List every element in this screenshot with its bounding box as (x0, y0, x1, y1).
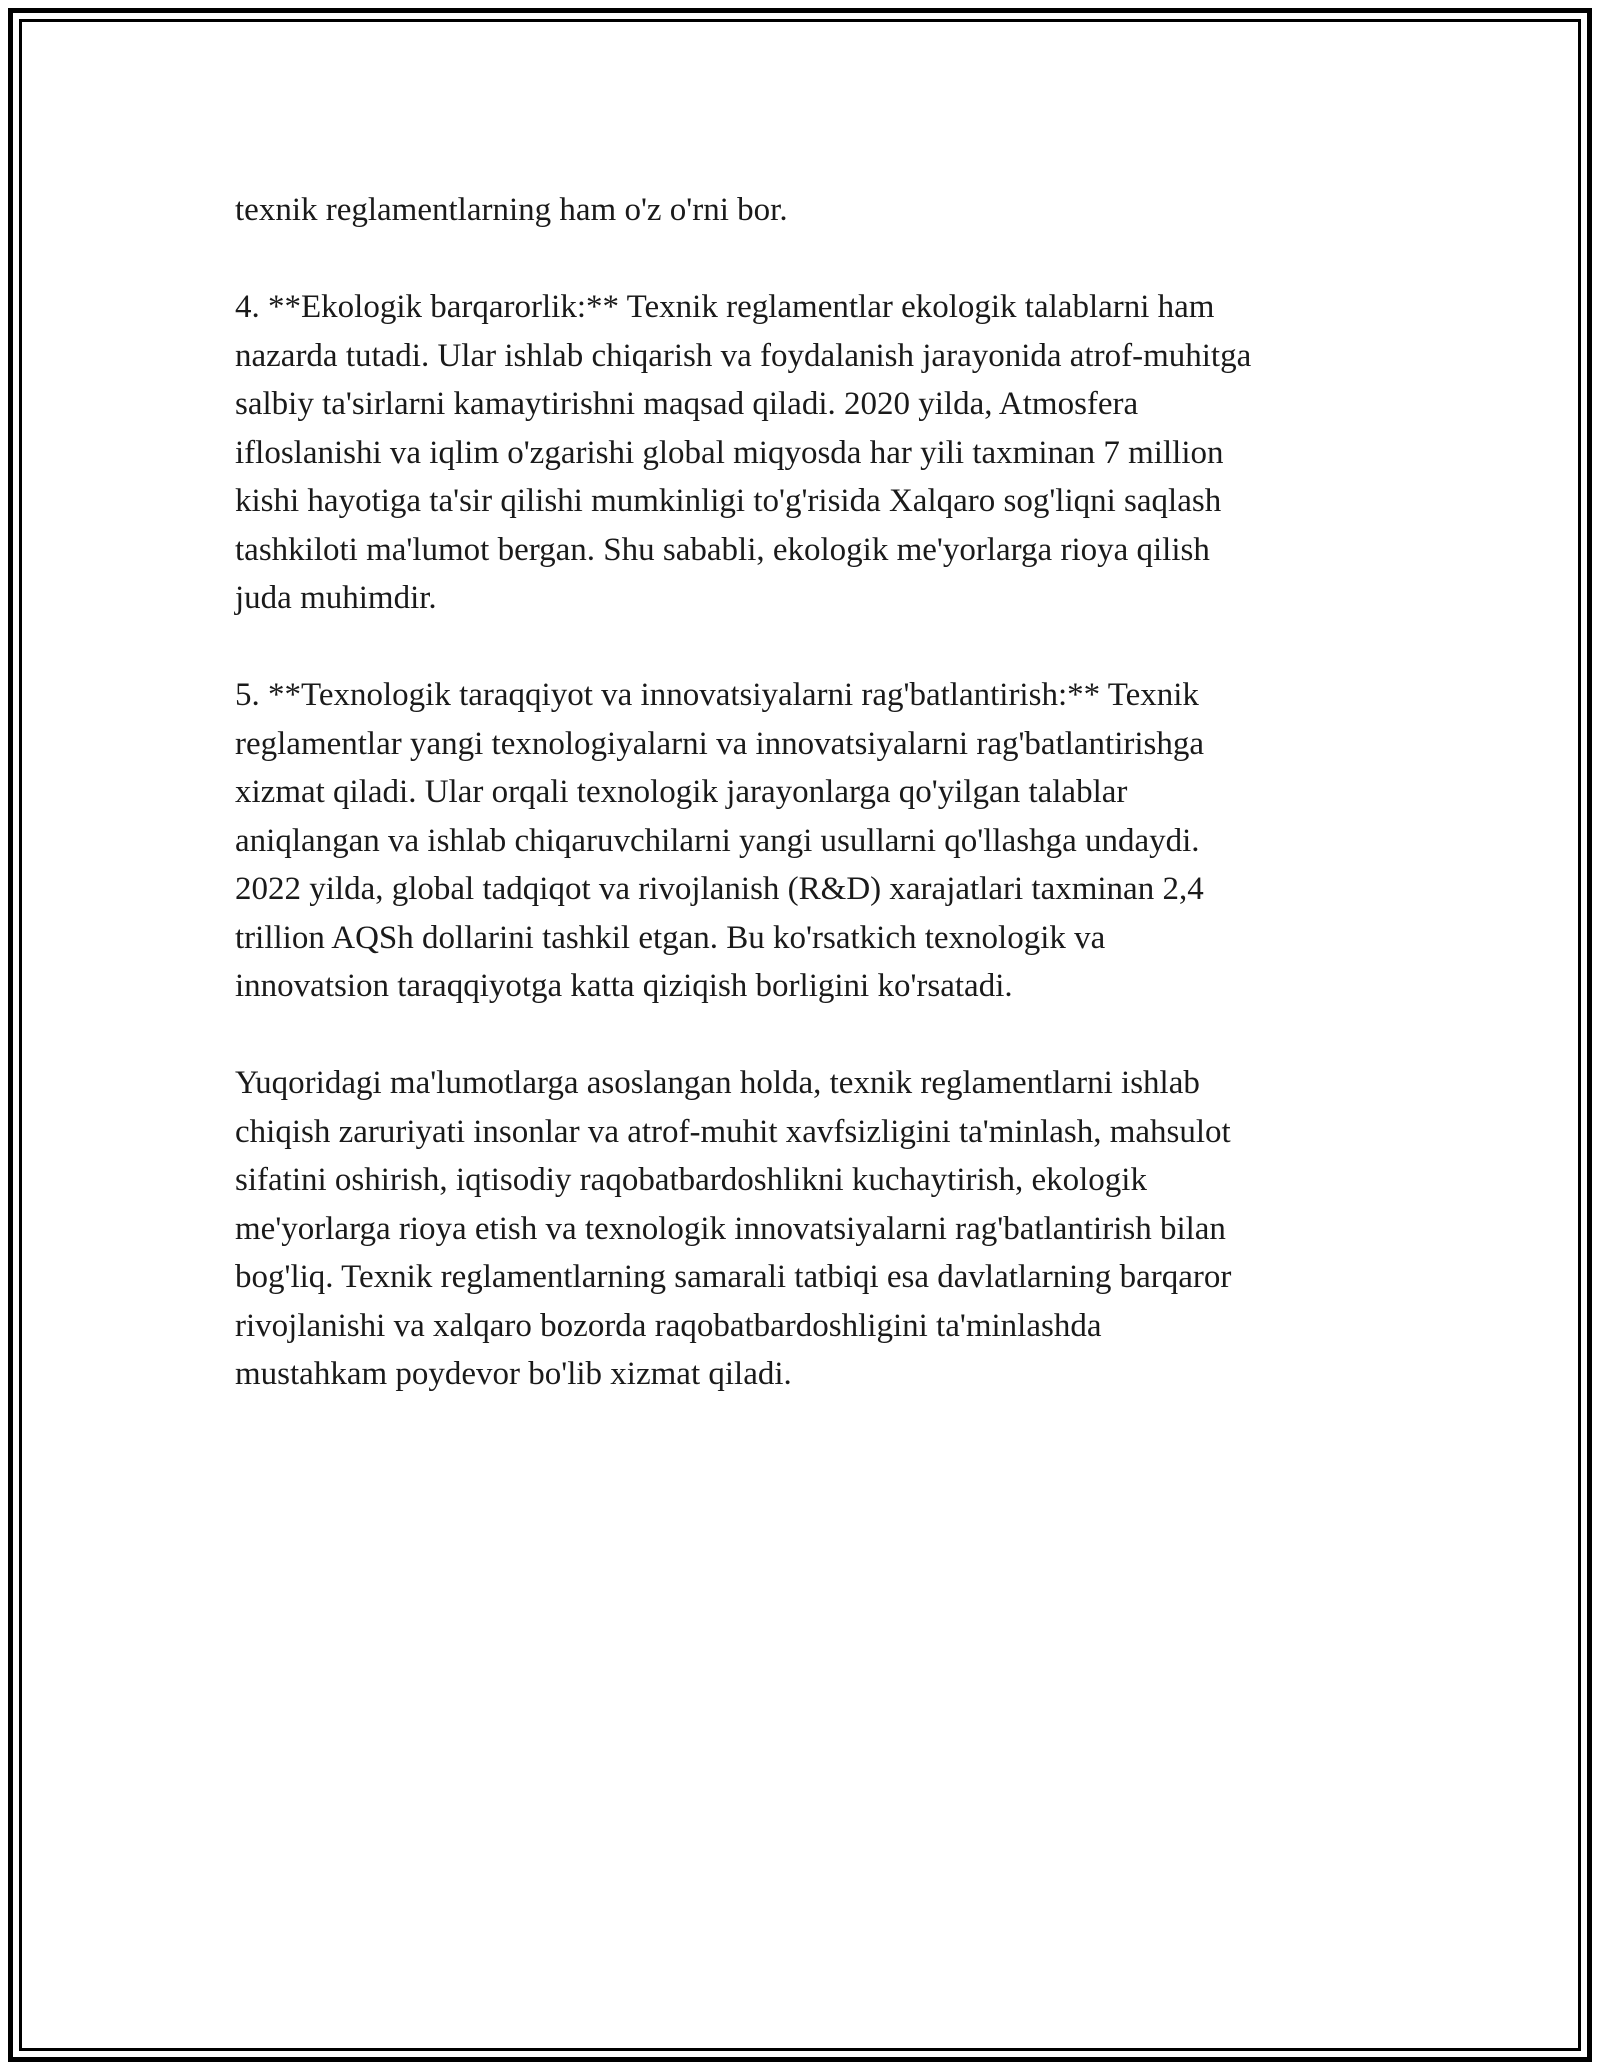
paragraph-technological-progress: 5. **Texnologik taraqqiyot va innovatsiyalarni rag'batlantirish:** Texnik reglamentlar yangi texnologiyalarni va innovatsiyalarni rag'batlantirishga xizmat qiladi. Ular orqali texnologik jarayonlarga qo'yilgan talablar aniqlangan va ishlab chiqaruvchilarni yangi usullarni qo'llashga undaydi. 2022 yilda, global tadqiqot va rivojlanish (R&D) xarajatlari taxminan 2,4 trillion AQSh dollarini tashkil etgan. Bu ko'rsatkich texnologik va innovatsion taraqqiyotga katta qiziqish borligini ko'rsatadi. (235, 677, 1205, 1004)
paragraph-ecological-sustainability: 4. **Ekologik barqarorlik:** Texnik reglamentlar ekologik talablarni ham nazarda tutadi. Ular ishlab chiqarish va foydalanish jarayonida atrof-muhitga salbiy ta'sirlarni kamaytirishni maqsad qiladi. 2020 yilda, Atmosfera ifloslanishi va iqlim o'zgarishi global miqyosda har yili taxminan 7 million kishi hayotiga ta'sir qilishi mumkinligi to'g'risida Xalqaro sog'liqni saqlash tashkiloti ma'lumot bergan. Shu sababli, ekologik me'yorlarga rioya qilish juda muhimdir. (235, 289, 1252, 616)
paragraph-conclusion: Yuqoridagi ma'lumotlarga asoslangan holda, texnik reglamentlarni ishlab chiqish zaruriyati insonlar va atrof-muhit xavfsizligini ta'minlash, mahsulot sifatini oshirish, iqtisodiy raqobatbardoshlikni kuchaytirish, ekologik me'yorlarga rioya etish va texnologik innovatsiyalarni rag'batlantirish bilan bog'liq. Texnik reglamentlarning samarali tatbiqi esa davlatlarning barqaror rivojlanishi va xalqaro bozorda raqobatbardoshligini ta'minlashda mustahkam poydevor bo'lib xizmat qiladi. (235, 1065, 1232, 1392)
paragraph-continuation: texnik reglamentlarning ham o'z o'rni bor. (235, 192, 788, 228)
document-body (235, 186, 1375, 1447)
